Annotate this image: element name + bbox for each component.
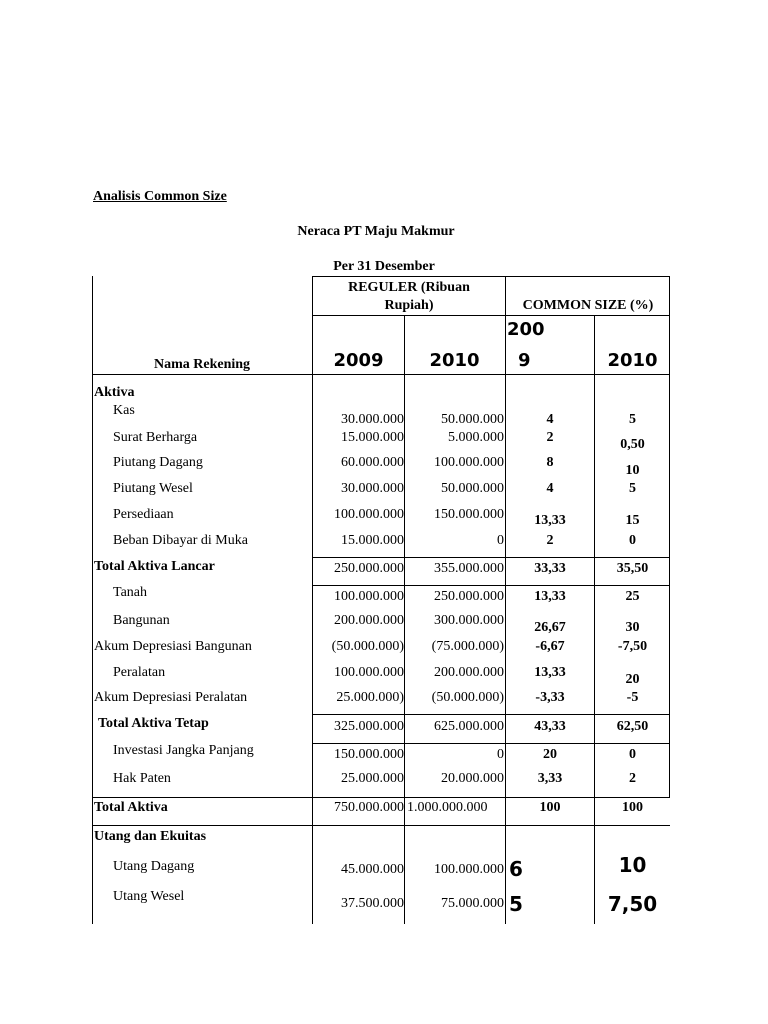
row-label: Utang Wesel [113, 889, 185, 904]
row-value-cs-2010: 7,50 [607, 892, 658, 916]
row-value-reguler-2009: 325.000.000 [334, 719, 404, 734]
row-value-reguler-2010: (75.000.000) [431, 639, 504, 654]
row-value-reguler-2010: 625.000.000 [434, 719, 504, 734]
balance-sheet-table [92, 276, 670, 924]
row-value-cs-2009: 6 [509, 857, 523, 881]
row-value-reguler-2009: 15.000.000 [341, 430, 404, 445]
row-label: Piutang Wesel [113, 481, 193, 496]
header-common-size: COMMON SIZE (%) [522, 298, 654, 313]
header-cs-year-2009-top: 200 [507, 319, 545, 340]
row-value-cs-2010: 62,50 [616, 719, 649, 734]
table-border-top [312, 276, 670, 277]
row-label: Surat Berharga [113, 430, 198, 445]
row-divider [312, 585, 670, 586]
row-value-reguler-2010: 50.000.000 [441, 481, 504, 496]
row-value-cs-2010: 10 [625, 463, 640, 478]
row-divider [92, 797, 670, 798]
header-reguler-line2: Rupiah) [384, 298, 434, 313]
row-value-reguler-2009: 25.000.000) [336, 690, 404, 705]
row-label: Tanah [113, 585, 148, 600]
row-value-cs-2010: -7,50 [617, 639, 648, 654]
row-value-cs-2009: 3,33 [537, 771, 563, 786]
row-value-reguler-2009: 100.000.000 [334, 665, 404, 680]
row-value-cs-2009: 8 [546, 455, 554, 470]
section-label: Aktiva [94, 385, 135, 400]
row-label: Utang Dagang [113, 859, 195, 874]
row-value-cs-2010: 35,50 [616, 561, 649, 576]
row-value-reguler-2009: 200.000.000 [334, 613, 404, 628]
row-value-cs-2009: 43,33 [534, 719, 566, 734]
row-value-cs-2010: 15 [625, 513, 640, 528]
row-value-cs-2009: 13,33 [534, 589, 566, 604]
row-value-cs-2010: 10 [618, 853, 647, 877]
document-title: Neraca PT Maju Makmur [297, 224, 455, 239]
header-cs-year-2010: 2010 [607, 350, 658, 371]
page-title: Analisis Common Size [93, 189, 227, 204]
row-value-reguler-2010: 0 [497, 747, 504, 762]
row-value-cs-2010: 0 [629, 747, 636, 762]
row-divider [312, 714, 670, 715]
row-value-reguler-2010: 250.000.000 [434, 589, 504, 604]
row-value-cs-2009: 2 [546, 430, 554, 445]
row-value-reguler-2010: 50.000.000 [441, 412, 504, 427]
row-value-reguler-2009: 37.500.000 [341, 896, 404, 911]
row-value-reguler-2010: 300.000.000 [434, 613, 504, 628]
row-value-reguler-2009: 30.000.000 [341, 412, 404, 427]
header-bottom-rule [92, 374, 670, 375]
row-value-reguler-2009: 15.000.000 [341, 533, 404, 548]
row-value-reguler-2009: 30.000.000 [341, 481, 404, 496]
row-value-cs-2010: 5 [629, 481, 636, 496]
row-value-reguler-2010: 100.000.000 [434, 455, 504, 470]
row-value-cs-2010: 25 [625, 589, 640, 604]
header-year-2010: 2010 [429, 350, 480, 371]
row-value-reguler-2010: 0 [497, 533, 504, 548]
row-label: Beban Dibayar di Muka [113, 533, 248, 548]
row-divider [92, 825, 670, 826]
row-label: Persediaan [113, 507, 174, 522]
row-value-reguler-2009: 100.000.000 [334, 589, 404, 604]
row-value-cs-2010: -5 [626, 690, 639, 705]
row-value-cs-2009: 2 [546, 533, 554, 548]
row-value-reguler-2010: 200.000.000 [434, 665, 504, 680]
row-value-reguler-2010: 75.000.000 [441, 896, 504, 911]
row-value-reguler-2010: 355.000.000 [434, 561, 504, 576]
row-value-cs-2009: 4 [546, 412, 554, 427]
row-value-cs-2009: 33,33 [534, 561, 566, 576]
row-value-cs-2009: 100 [539, 800, 561, 815]
header-divider [312, 315, 670, 316]
row-value-reguler-2010: 150.000.000 [434, 507, 504, 522]
row-value-reguler-2009: 250.000.000 [334, 561, 404, 576]
row-value-cs-2009: -6,67 [535, 639, 565, 654]
row-value-cs-2010: 0,50 [620, 437, 645, 452]
header-cs-year-2009-bottom: 9 [518, 350, 531, 371]
row-value-reguler-2009: 750.000.000 [334, 800, 404, 815]
row-value-reguler-2009: (50.000.000) [331, 639, 404, 654]
row-label: Bangunan [113, 613, 170, 628]
row-label: Akum Depresiasi Peralatan [94, 690, 248, 705]
row-value-cs-2010: 5 [629, 412, 636, 427]
header-reguler-line1: REGULER (Ribuan [348, 280, 470, 295]
row-divider [312, 557, 670, 558]
row-value-reguler-2010: 20.000.000 [441, 771, 504, 786]
total-label: Total Aktiva Lancar [94, 559, 215, 574]
header-nama-rekening: Nama Rekening [153, 357, 251, 372]
row-label: Piutang Dagang [113, 455, 203, 470]
row-value-reguler-2009: 150.000.000 [334, 747, 404, 762]
total-label: Total Aktiva [94, 800, 168, 815]
row-value-cs-2010: 100 [622, 800, 643, 815]
row-label: Hak Paten [113, 771, 171, 786]
row-value-cs-2010: 20 [625, 672, 640, 687]
row-value-cs-2010: 0 [629, 533, 636, 548]
row-value-reguler-2010: 100.000.000 [434, 862, 504, 877]
section-label: Utang dan Ekuitas [94, 829, 207, 844]
row-label: Investasi Jangka Panjang [113, 743, 254, 758]
row-value-reguler-2009: 100.000.000 [334, 507, 404, 522]
document-subtitle: Per 31 Desember [333, 259, 435, 274]
row-value-cs-2009: 20 [543, 747, 557, 762]
row-value-cs-2010: 2 [629, 771, 636, 786]
row-value-cs-2009: 13,33 [534, 665, 566, 680]
row-value-cs-2009: 4 [546, 481, 554, 496]
row-value-reguler-2010: 5.000.000 [448, 430, 504, 445]
header-year-2009: 2009 [333, 350, 384, 371]
row-value-reguler-2009: 25.000.000 [341, 771, 404, 786]
total-label: Total Aktiva Tetap [98, 716, 209, 731]
row-value-cs-2009: 13,33 [534, 513, 566, 528]
row-label: Akum Depresiasi Bangunan [94, 639, 252, 654]
row-value-cs-2009: -3,33 [535, 690, 565, 705]
row-value-cs-2010: 30 [625, 620, 640, 635]
row-divider [312, 743, 670, 744]
row-value-reguler-2009: 45.000.000 [341, 862, 404, 877]
row-value-reguler-2010: 1.000.000.000 [407, 800, 488, 815]
row-label: Kas [113, 403, 135, 418]
row-value-cs-2009: 5 [509, 892, 523, 916]
row-label: Peralatan [113, 665, 166, 680]
row-value-reguler-2009: 60.000.000 [341, 455, 404, 470]
row-value-cs-2009: 26,67 [534, 620, 566, 635]
row-value-reguler-2010: (50.000.000) [431, 690, 504, 705]
